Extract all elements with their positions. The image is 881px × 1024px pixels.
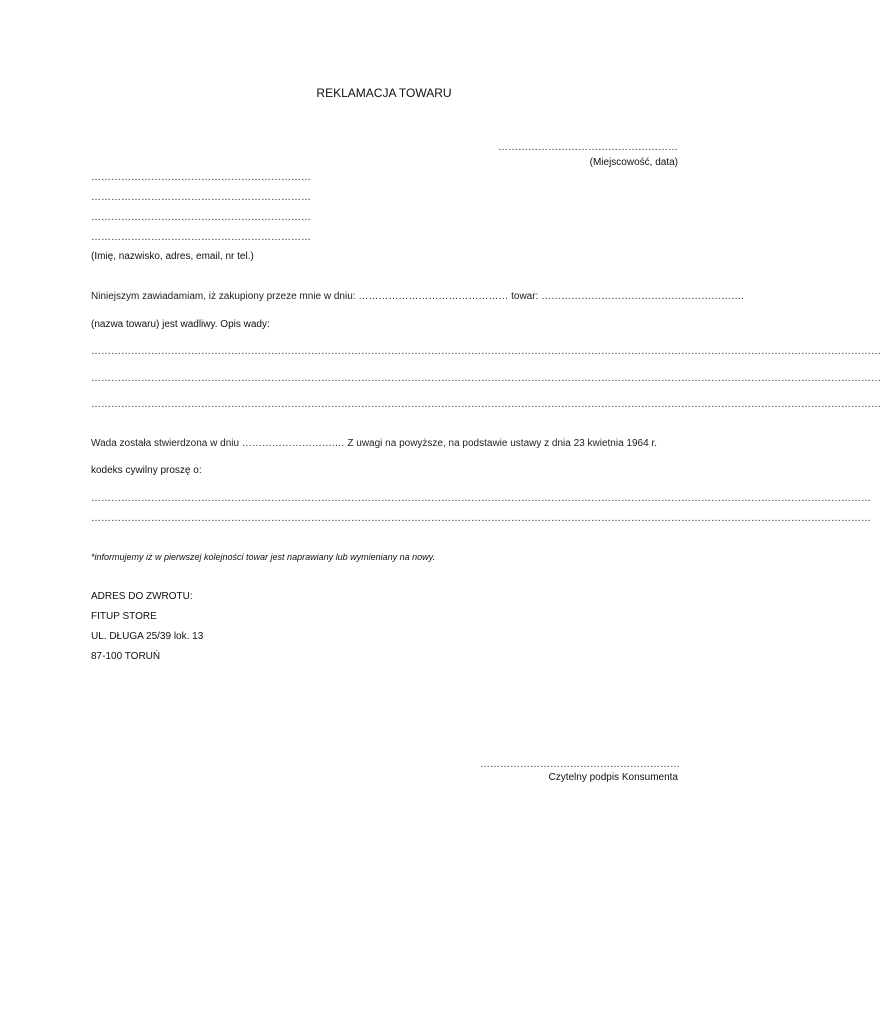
return-address-street: UL. DŁUGA 25/39 lok. 13 <box>91 631 204 642</box>
customer-dots-line-2: ………………………………………………………… <box>91 192 311 203</box>
repair-note: *informujemy iż w pierwszej kolejności towar jest naprawiany lub wymieniany na nowy. <box>91 552 435 562</box>
request-line-1: ……………………………………………………………………………………………………………………………………………………………………………………………………………… <box>91 493 871 504</box>
return-address-company: FITUP STORE <box>91 611 157 622</box>
defect-line-2: ………………………………………………………………………………………………………………………………………………………………………………………………………………… <box>91 373 881 384</box>
customer-dots-line-4: ………………………………………………………… <box>91 232 311 243</box>
defect-line-3: ………………………………………………………………………………………………………………………………………………………………………………………………………………… <box>91 399 881 410</box>
defect-line-1: ………………………………………………………………………………………………………………………………………………………………………………………………………………… <box>91 346 881 357</box>
request-intro: kodeks cywilny proszę o: <box>91 465 202 476</box>
customer-dots-line-1: ………………………………………………………… <box>91 172 311 183</box>
customer-label: (Imię, nazwisko, adres, email, nr tel.) <box>91 251 254 262</box>
signature-label: Czytelny podpis Konsumenta <box>548 772 678 783</box>
document-title: REKLAMACJA TOWARU <box>316 86 452 100</box>
statement-line: Wada została stwierdzona w dniu ……………………….… Z uwagi na powyższe, na podstawie ustawy z dnia 23 kwietnia 1964 r. <box>91 438 657 449</box>
return-address-heading: ADRES DO ZWROTU: <box>91 591 193 602</box>
notice-line: Niniejszym zawiadamiam, iż zakupiony przeze mnie w dniu: ……………………………………… towar: ……………………………………………………. <box>91 291 744 302</box>
customer-dots-line-3: ………………………………………………………… <box>91 212 311 223</box>
request-line-2: ……………………………………………………………………………………………………………………………………………………………………………………………………………… <box>91 513 871 524</box>
place-date-dots: ……………………………………………… <box>498 142 678 153</box>
return-address-city: 87-100 TORUŃ <box>91 651 161 662</box>
place-date-label: (Miejscowość, data) <box>589 157 678 168</box>
defect-intro: (nazwa towaru) jest wadliwy. Opis wady: <box>91 319 270 330</box>
signature-dots: …………………………………………………… <box>480 759 680 770</box>
